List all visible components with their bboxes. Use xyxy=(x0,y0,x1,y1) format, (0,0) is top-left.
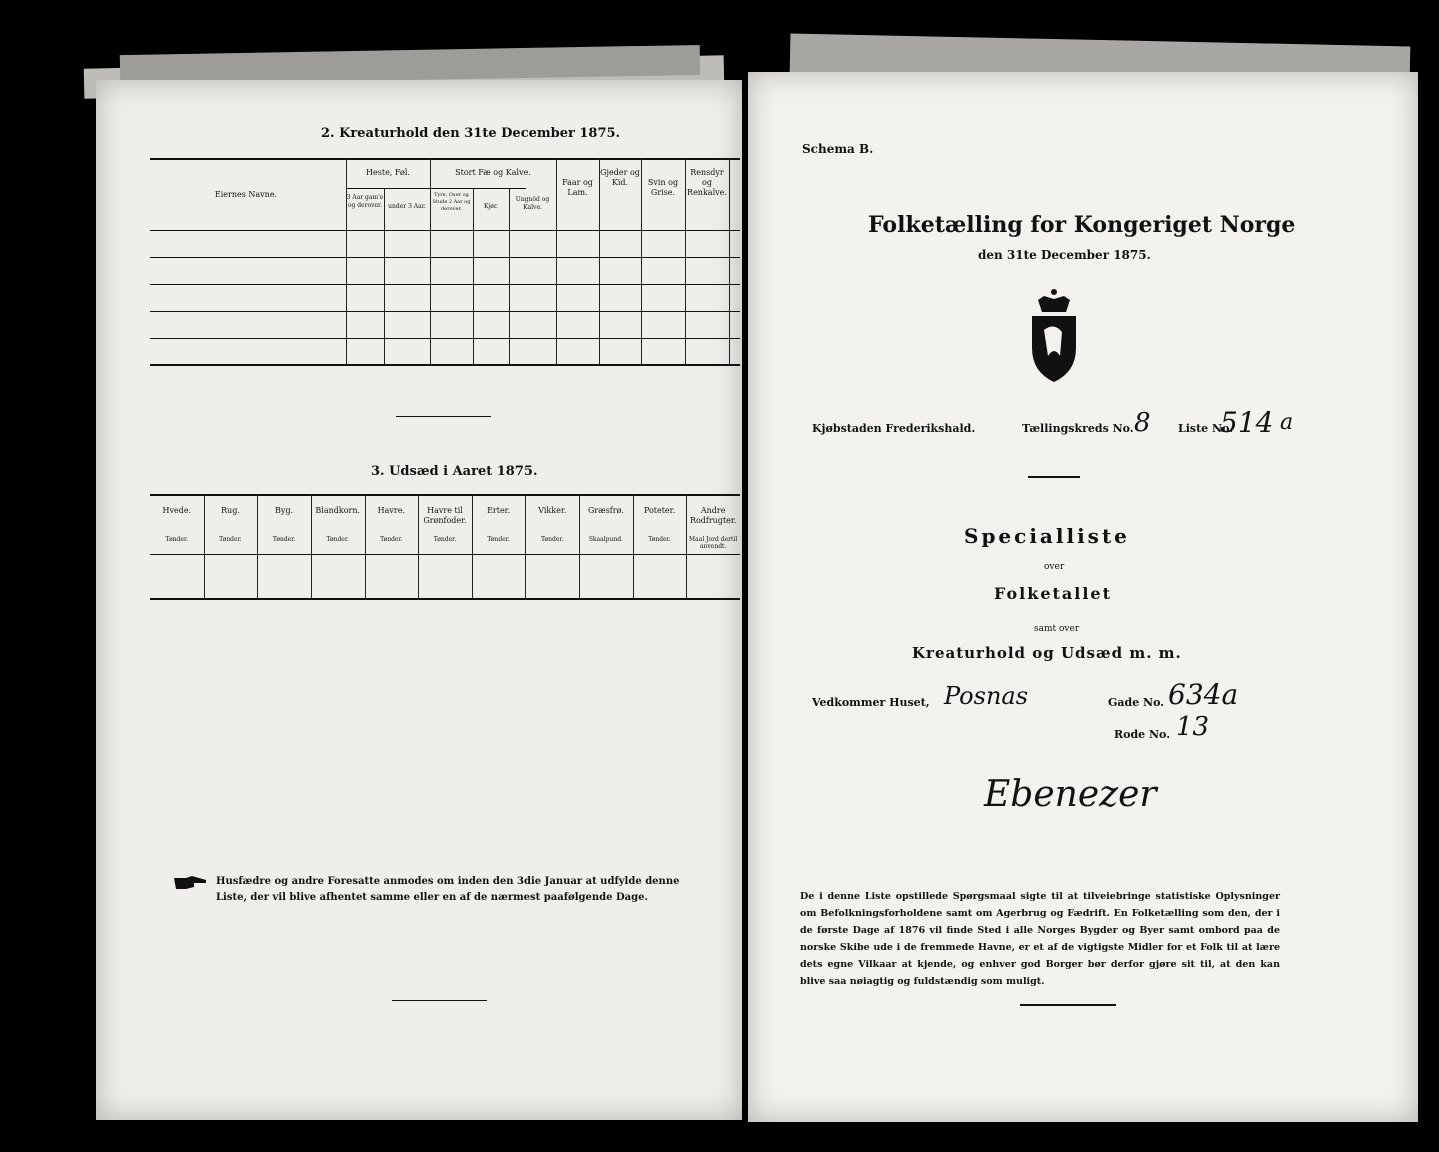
table2-col-divider xyxy=(473,188,474,364)
udsaed-column-unit: Tønder. xyxy=(165,536,189,543)
udsaed-column-name: Græsfrø. xyxy=(587,506,624,515)
table2-row-rule xyxy=(150,257,740,258)
census-date: den 31te December 1875. xyxy=(978,248,1151,262)
pointing-hand-icon xyxy=(172,874,208,892)
gade-value: 634a xyxy=(1168,678,1239,711)
table2-col-divider xyxy=(384,188,385,364)
bottom-paragraph: De i denne Liste opstillede Spørgsmaal sigte til at tilveiebringe statistiske Oplysninger om Befolkningsforholdene samt om Agerbrug og Fædrift. En Folketælling som den, der i de første Dage af 1876 vil finde Sted i alle Norges Bygder og Byer samt ombord paa de norske Skibe ude i de fremmede Havne, er et af de vigtigste Midler for et Folk til at lære dets egne Vilkaar at kjende, og enhver god Borger bør derfor gjøre sit til, at den kan blive saa nøiagtig og fuldstændig som muligt. xyxy=(800,891,1280,987)
bottom-rule xyxy=(1020,1004,1116,1006)
rode-value: 13 xyxy=(1176,712,1210,742)
kreaturhold-heading: Kreaturhold og Udsæd m. m. xyxy=(912,644,1182,662)
table3-top-rule xyxy=(150,494,740,496)
header-heste: Heste, Føl. xyxy=(366,168,410,177)
header-stort: Stort Fæ og Kalve. xyxy=(455,168,531,177)
udsaed-column-unit: Skaalpund. xyxy=(588,536,623,543)
left-page xyxy=(96,80,742,1120)
header-stort-a: Tyre, Oxer og Stude 2 Aar og derover. xyxy=(432,192,471,212)
udsaed-column-name: Havre til Grønfoder. xyxy=(423,506,467,525)
udsaed-column-name: Andre Rodfrugter. xyxy=(689,506,737,525)
table3-bottom-rule xyxy=(150,598,740,600)
specialliste-heading: Specialliste xyxy=(964,524,1130,548)
table3-header-bottom-rule xyxy=(150,554,740,555)
table2-sub-rule xyxy=(346,188,526,189)
udsaed-column-name: Blandkorn. xyxy=(315,506,361,515)
liste-label: Liste No. xyxy=(1178,422,1234,435)
norwegian-coat-of-arms-icon xyxy=(1026,286,1082,386)
header-svin: Svin og Grise. xyxy=(647,178,679,197)
table2-top-rule xyxy=(150,158,740,160)
closing-rule xyxy=(392,1000,487,1001)
header-heste-a: 3 Aar gam'e og derover. xyxy=(346,194,384,209)
liste-suffix: a xyxy=(1280,410,1294,435)
notice-text: Husfædre og andre Foresatte anmodes om inden den 3die Januar at udfylde denne Liste, der vil blive afhentet samme eller en af de nærmest paafølgende Dage. xyxy=(216,876,680,903)
main-title: Folketælling for Kongeriget Norge xyxy=(868,212,1296,238)
udsaed-column-name: Byg. xyxy=(275,506,294,515)
house-value: Posnas xyxy=(944,682,1029,710)
schema-label: Schema B. xyxy=(802,142,874,156)
table2-row-rule xyxy=(150,338,740,339)
header-gjeder: Gjeder og Kid. xyxy=(600,168,640,187)
folketallet-heading: Folketallet xyxy=(994,584,1112,603)
header-stort-c: Ungnöd og Kalve. xyxy=(515,196,550,211)
table2-row-rule xyxy=(150,284,740,285)
table2-bottom-rule xyxy=(150,364,740,366)
table2-col-divider xyxy=(599,158,600,364)
house-label: Vedkommer Huset, xyxy=(812,696,930,709)
header-rensdyr: Rensdyr og Renkalve. xyxy=(687,168,727,197)
title-rule xyxy=(1028,476,1080,478)
header-heste-b: under 3 Aar. xyxy=(388,203,426,210)
udsaed-column-unit: Tønder. xyxy=(433,536,457,543)
udsaed-column-unit: Tønder. xyxy=(380,536,403,543)
udsaed-column-unit: Tønder. xyxy=(219,536,242,543)
udsaed-column-unit: Tønder. xyxy=(326,536,349,543)
section2-title: 2. Kreaturhold den 31te December 1875. xyxy=(321,126,621,141)
header-owner: Eiernes Navne. xyxy=(214,190,278,199)
taellingskreds-value: 8 xyxy=(1134,408,1151,438)
header-stort-b: Kjør. xyxy=(483,203,499,210)
udsaed-column-name: Erter. xyxy=(487,506,511,515)
section3-title: 3. Udsæd i Aaret 1875. xyxy=(371,464,538,479)
liste-value: 514 xyxy=(1220,406,1274,439)
table2-row-rule xyxy=(150,311,740,312)
udsaed-column-name: Poteter. xyxy=(643,506,676,515)
rode-label: Rode No. xyxy=(1114,728,1171,741)
section-divider xyxy=(396,416,491,417)
table2-col-divider xyxy=(509,188,510,364)
udsaed-column-unit: Tønder. xyxy=(272,536,296,543)
udsaed-column-unit: Maal Jord dertil anvendt. xyxy=(689,536,738,550)
udsaed-column-unit: Tønder. xyxy=(541,536,564,543)
gade-label: Gade No. xyxy=(1108,696,1165,709)
handwritten-house-name: Ebenezer xyxy=(984,774,1157,815)
table2-col-divider xyxy=(430,158,431,364)
table2-col-divider xyxy=(729,158,730,364)
udsaed-column-unit: Tønder. xyxy=(648,536,671,543)
samt-over-label: samt over xyxy=(1034,624,1080,634)
udsaed-column-name: Hvede. xyxy=(162,506,192,515)
udsaed-column-unit: Tønder. xyxy=(487,536,510,543)
kjobstaden-label: Kjøbstaden Frederikshald. xyxy=(812,422,976,435)
over-label: over xyxy=(1044,562,1065,572)
table2-col-divider xyxy=(346,158,347,364)
right-page xyxy=(748,72,1418,1122)
udsaed-column-name: Vikker. xyxy=(538,506,567,515)
udsaed-column-name: Havre. xyxy=(377,506,406,515)
taellingskreds-label: Tællingskreds No. xyxy=(1022,422,1134,435)
header-faar: Faar og Lam. xyxy=(562,178,593,197)
table2-header-bottom-rule xyxy=(150,230,740,231)
udsaed-column-name: Rug. xyxy=(221,506,240,515)
